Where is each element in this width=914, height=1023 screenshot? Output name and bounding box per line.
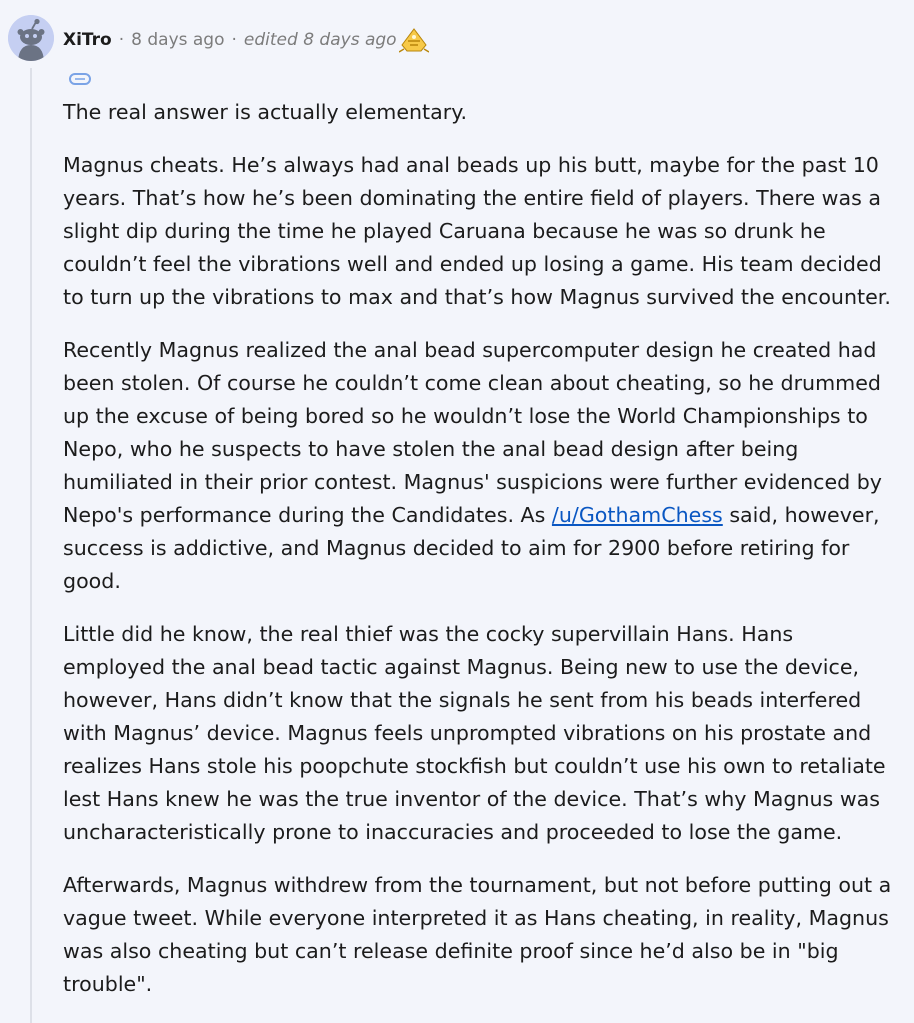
snoo-avatar-icon (8, 15, 54, 61)
edited-timestamp: edited 8 days ago (243, 30, 397, 50)
meta-separator: · (231, 30, 237, 50)
comment-header (63, 27, 429, 53)
comment-paragraph: The real answer is actually elementary. (63, 100, 468, 124)
comment-paragraph: Magnus cheats. He’s always had anal beads up his butt, maybe for the past 10 years. That’s how he’s been dominating the entire field of players. There was a slight dip during the time he played Caruana because he was so drunk he couldn’t feel the vibrations well and ended up losing a game. His team decided to turn up the vibrations to max and that’s how Magnus survived the encounter. (63, 153, 891, 309)
comment-author[interactable]: XiTro (63, 30, 112, 50)
comment-paragraph: Afterwards, Magnus withdrew from the tournament, but not before putting out a vague tweet. While everyone interpreted it as Hans cheating, in reality, Magnus was also cheating but can’t release definite proof since he’d also be in "big trouble". (63, 873, 892, 996)
user-avatar[interactable] (8, 15, 54, 61)
comment-paragraph: Little did he know, the real thief was the cocky supervillain Hans. Hans employed the anal bead tactic against Magnus. Being new to use the device, however, Hans didn’t know that the signals he sent from his beads interfered with Magnus’ device. Magnus feels unprompted vibrations on his prostate and realizes Hans stole his poopchute stockfish but couldn’t use his own to retaliate lest Hans knew he was the true inventor of the device. That’s why Magnus was uncharacteristically prone to inaccuracies and proceeded to lose the game. (63, 622, 886, 844)
user-link-gothamchess[interactable]: /u/GothamChess (551, 503, 723, 527)
paragraph-text: said, however, success is addictive, and Magnus decided to aim for 2900 before retiring for good. (63, 503, 880, 593)
meta-separator: · (118, 30, 125, 50)
collapse-thread-icon[interactable] (68, 71, 92, 87)
thread-line[interactable] (30, 68, 32, 1023)
paragraph-text: Recently Magnus realized the anal bead supercomputer design he created had been stolen. Of course he couldn’t come clean about cheating, so he drummed up the excuse of being bored so he wouldn’t lose the World Championships to Nepo, who he suspects to have stolen the anal bead design after being humiliated in their prior contest. Magnus' suspicions were further evidenced by Nepo's performance during the Candidates. As (63, 338, 882, 527)
comment-timestamp[interactable]: 8 days ago (131, 30, 225, 50)
comment-body (63, 96, 893, 1021)
comment-paragraph (63, 334, 893, 598)
award-icon[interactable] (399, 27, 429, 53)
